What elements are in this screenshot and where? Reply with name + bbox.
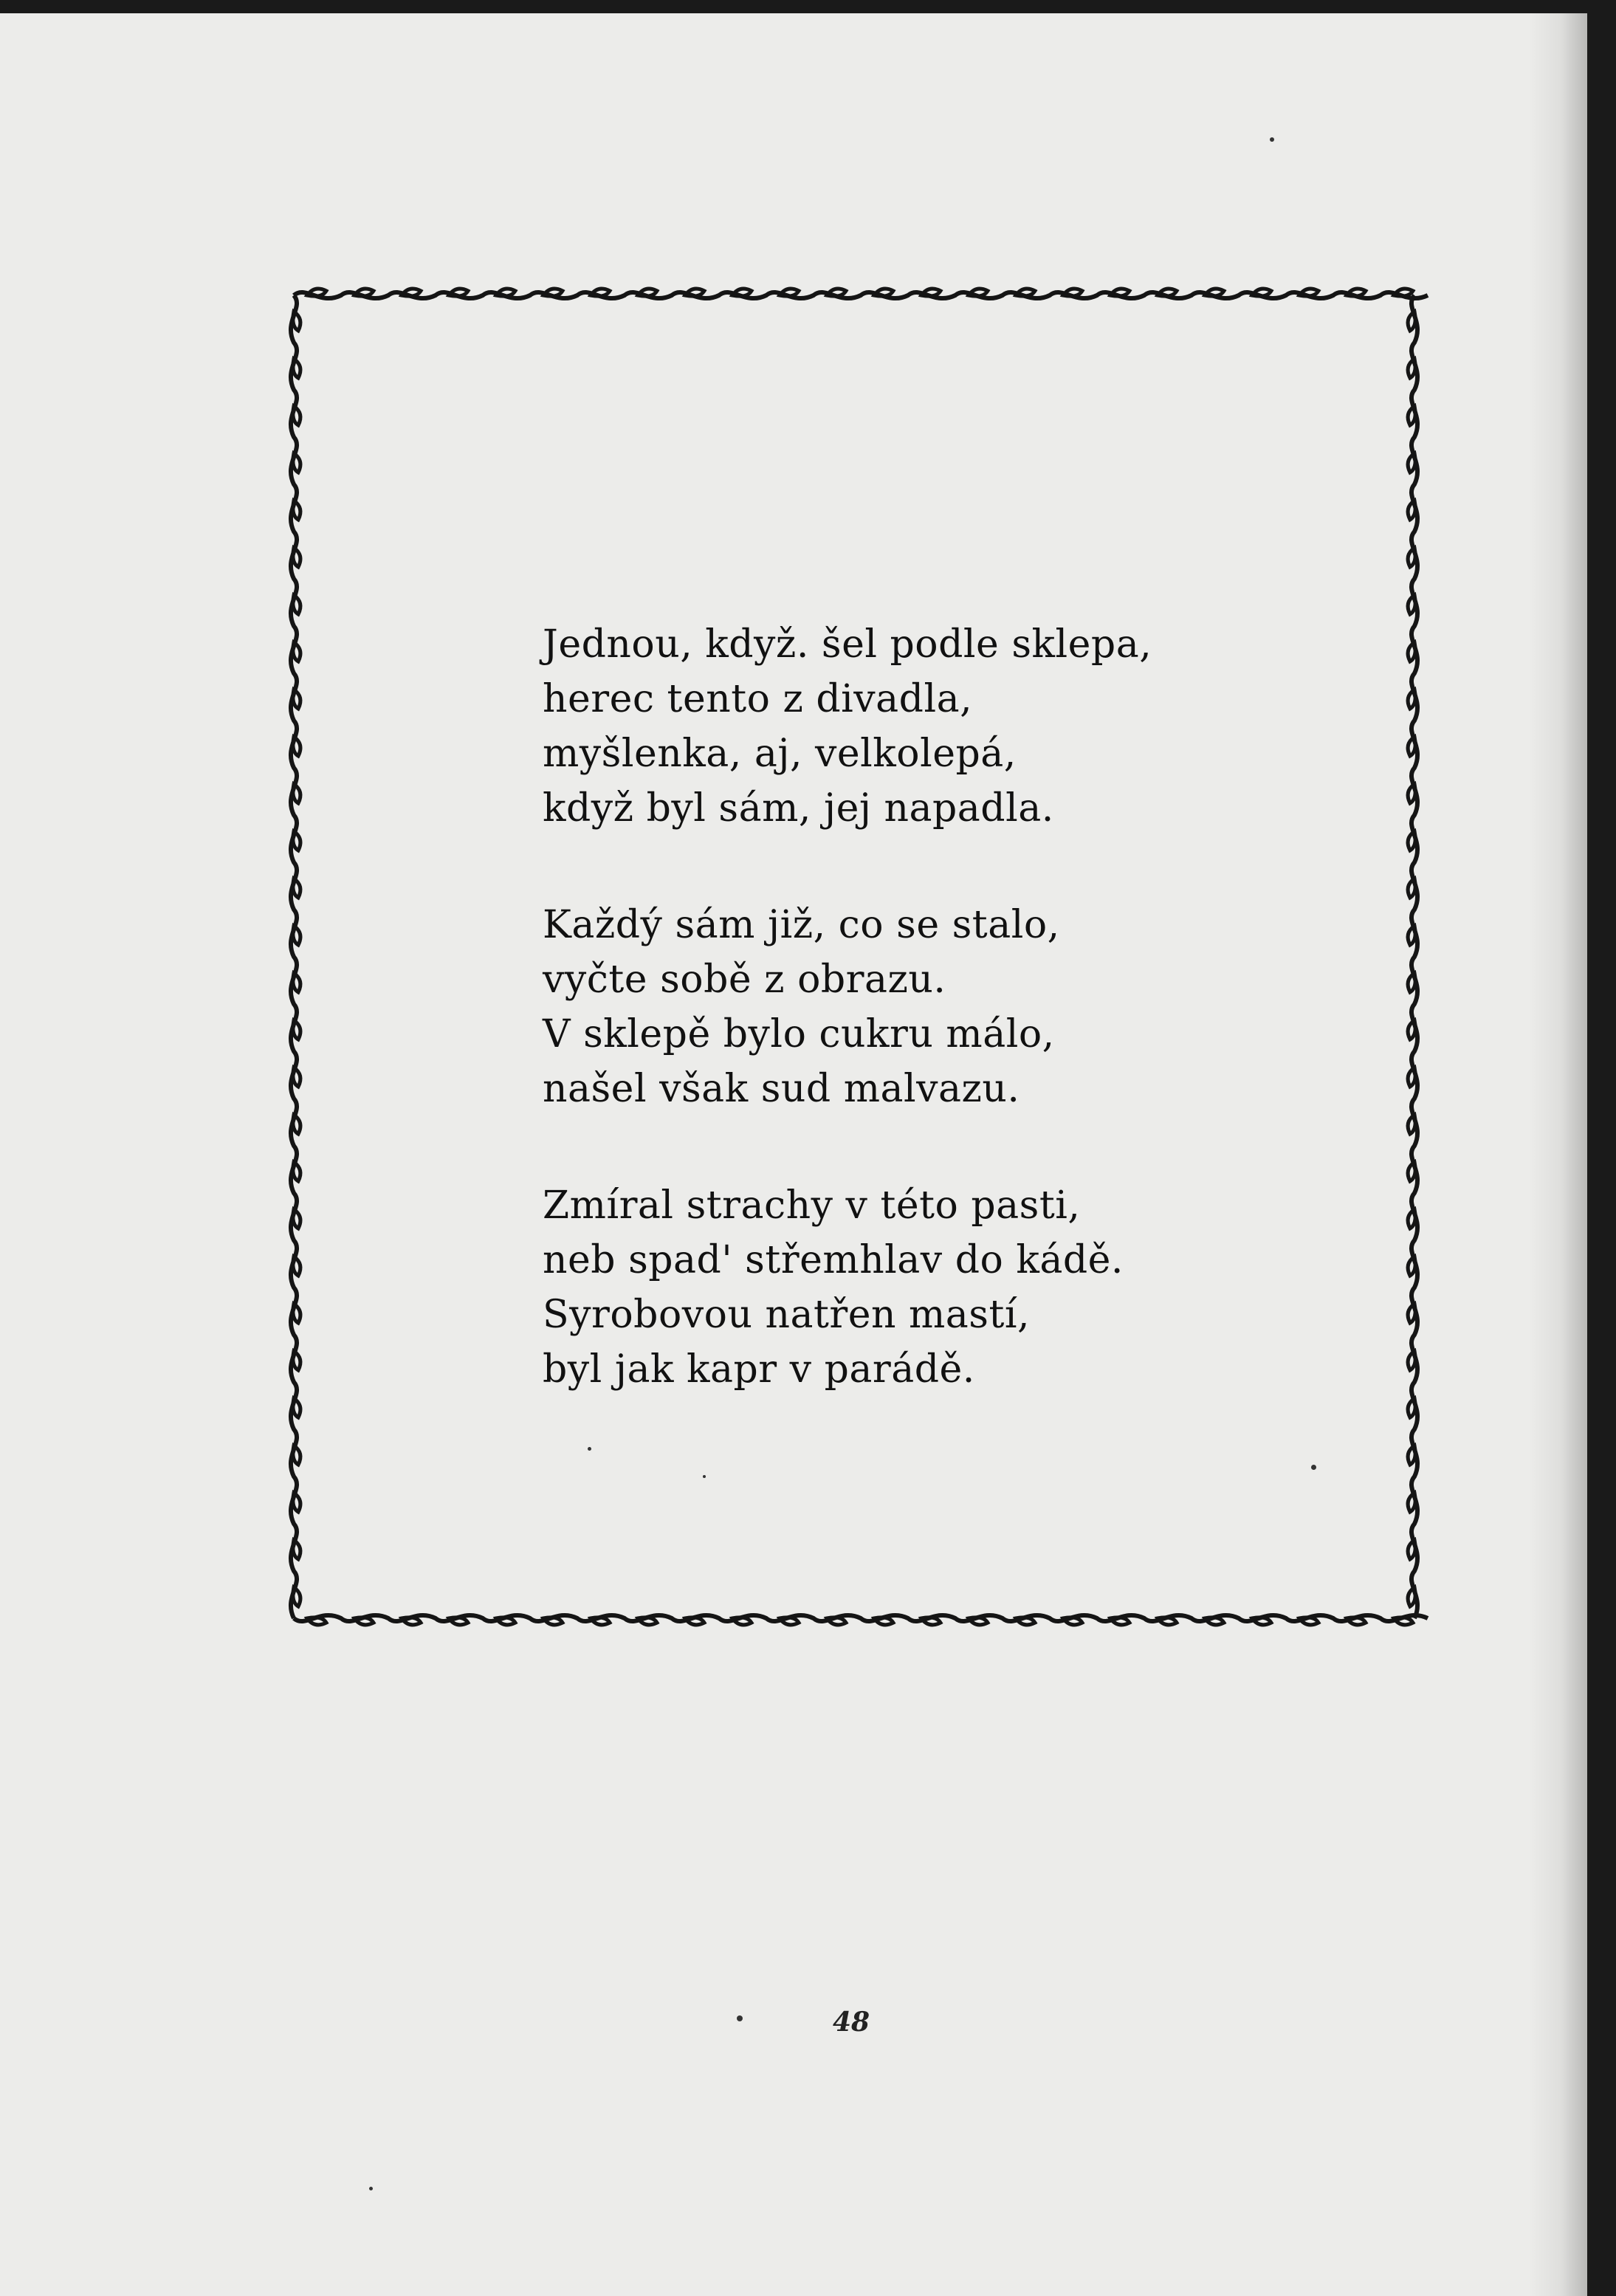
vine-leaf: [307, 289, 326, 296]
vine-leaf: [543, 1618, 563, 1625]
stanza-2: [543, 898, 1281, 1116]
vine-leaf: [354, 289, 374, 296]
vine-leaf: [1347, 1618, 1366, 1625]
vine-leaf: [293, 1493, 300, 1512]
vine-leaf: [1299, 289, 1318, 296]
vine-leaf: [1408, 595, 1415, 614]
vine-leaf: [293, 831, 300, 850]
spine-shadow: [1528, 13, 1587, 2296]
vine-leaf: [1408, 501, 1415, 520]
vine-leaf: [1408, 1587, 1415, 1606]
vine-leaf: [1347, 289, 1366, 296]
vine-leaf: [638, 289, 657, 296]
stanza-3: [543, 1178, 1281, 1397]
vine-leaf: [293, 1446, 300, 1465]
poem-line: Syrobovou natřen mastí,: [543, 1293, 1031, 1337]
vine-leaf: [293, 1068, 300, 1087]
vine-leaf: [1063, 289, 1082, 296]
vine-stem: [1412, 295, 1417, 1618]
vine-leaf: [1408, 1540, 1415, 1559]
vine-leaf: [1394, 1618, 1413, 1625]
vine-leaf: [1205, 289, 1224, 296]
vine-leaf: [685, 1618, 704, 1625]
vine-leaf: [1252, 289, 1271, 296]
vine-leaf: [293, 1304, 300, 1323]
poem-line: neb spad' střemhlav do kádě.: [543, 1238, 1124, 1282]
vine-leaf: [1408, 1493, 1415, 1512]
vine-leaf: [1408, 879, 1415, 898]
vine-leaf: [1158, 1618, 1177, 1625]
vine-leaf: [827, 289, 846, 296]
vine-leaf: [874, 289, 893, 296]
vine-leaf: [1299, 1618, 1318, 1625]
vine-leaf: [685, 289, 704, 296]
vine-leaf: [293, 642, 300, 661]
vine-leaf: [402, 1618, 421, 1625]
poem-line: našel však sud malvazu.: [543, 1067, 1020, 1111]
paper-speck: [1311, 1465, 1316, 1470]
vine-leaf: [293, 406, 300, 425]
paper-speck: [1270, 137, 1274, 142]
vine-leaf: [591, 289, 610, 296]
poem-line: když byl sám, jej napadla.: [543, 786, 1054, 831]
vine-leaf: [293, 690, 300, 709]
vine-leaf: [1205, 1618, 1224, 1625]
vine-leaf: [969, 289, 988, 296]
poem-line: Každý sám již, co se stalo,: [543, 903, 1060, 947]
paper-speck: [588, 1447, 591, 1451]
vine-leaf: [354, 1618, 374, 1625]
vine-leaf: [1408, 312, 1415, 331]
vine-leaf: [1016, 289, 1035, 296]
vine-leaf: [1252, 1618, 1271, 1625]
vine-leaf: [293, 784, 300, 803]
vine-leaf: [293, 595, 300, 614]
vine-leaf: [293, 1540, 300, 1559]
vine-leaf: [293, 973, 300, 992]
vine-leaf: [293, 1257, 300, 1276]
vine-leaf: [827, 1618, 846, 1625]
vine-leaf: [543, 289, 563, 296]
vine-leaf: [921, 1618, 941, 1625]
vine-leaf: [293, 926, 300, 945]
vine-leaf: [1408, 1162, 1415, 1181]
vine-leaf: [591, 1618, 610, 1625]
vine-leaf: [732, 1618, 752, 1625]
vine-leaf: [874, 1618, 893, 1625]
vine-leaf: [1408, 1209, 1415, 1228]
vine-leaf: [1408, 1398, 1415, 1417]
poem: [543, 617, 1281, 1397]
vine-leaf: [1110, 289, 1130, 296]
vine-leaf: [1063, 1618, 1082, 1625]
vine-leaf: [1408, 784, 1415, 803]
vine-leaf: [402, 289, 421, 296]
vine-leaf: [1408, 973, 1415, 992]
vine-leaf: [1408, 1304, 1415, 1323]
vine-leaf: [293, 548, 300, 567]
vine-leaf: [449, 289, 468, 296]
vine-leaf: [1408, 359, 1415, 378]
vine-leaf: [293, 1351, 300, 1370]
vine-leaf: [1408, 1351, 1415, 1370]
vine-leaf: [293, 312, 300, 331]
vine-leaf: [1408, 406, 1415, 425]
vine-leaf: [921, 289, 941, 296]
vine-leaf: [293, 1115, 300, 1134]
vine-leaf: [1408, 831, 1415, 850]
vine-leaf: [1408, 926, 1415, 945]
poem-line: Jednou, když. šel podle sklepa,: [543, 622, 1152, 667]
vine-leaf: [307, 1618, 326, 1625]
vine-leaf: [1110, 1618, 1130, 1625]
stanza-1: [543, 617, 1281, 836]
vine-leaf: [1408, 1257, 1415, 1276]
vine-leaf: [1408, 548, 1415, 567]
poem-line: vyčte sobě z obrazu.: [543, 958, 946, 1002]
vine-leaf: [293, 879, 300, 898]
poem-line: myšlenka, aj, velkolepá,: [543, 732, 1017, 776]
vine-leaf: [293, 1209, 300, 1228]
vine-leaf: [293, 737, 300, 756]
vine-leaf: [638, 1618, 657, 1625]
poem-line: Zmíral strachy v této pasti,: [543, 1183, 1081, 1228]
vine-leaf: [1408, 1020, 1415, 1039]
vine-leaf: [449, 1618, 468, 1625]
vine-leaf: [1408, 1446, 1415, 1465]
vine-leaf: [496, 1618, 515, 1625]
paper-speck: [737, 2015, 743, 2021]
vine-stem: [291, 295, 297, 1618]
vine-leaf: [293, 501, 300, 520]
vine-leaf: [293, 1020, 300, 1039]
vine-leaf: [496, 289, 515, 296]
vine-leaf: [1408, 1068, 1415, 1087]
vine-leaf: [293, 1398, 300, 1417]
vine-leaf: [293, 1587, 300, 1606]
vine-leaf: [1408, 642, 1415, 661]
vine-leaf: [780, 1618, 799, 1625]
vine-leaf: [293, 359, 300, 378]
vine-leaf: [293, 453, 300, 472]
poem-line: herec tento z divadla,: [543, 677, 973, 721]
vine-leaf: [1394, 289, 1413, 296]
paper-speck: [369, 2187, 373, 2190]
poem-line: V sklepě bylo cukru málo,: [543, 1012, 1055, 1056]
vine-leaf: [293, 1162, 300, 1181]
vine-leaf: [969, 1618, 988, 1625]
vine-leaf: [1408, 453, 1415, 472]
vine-leaf: [1016, 1618, 1035, 1625]
poem-line: byl jak kapr v parádě.: [543, 1347, 975, 1392]
vine-leaf: [780, 289, 799, 296]
vine-leaf: [1408, 737, 1415, 756]
page-number: 48: [833, 2007, 870, 2038]
vine-leaf: [1158, 289, 1177, 296]
paper-speck: [703, 1475, 706, 1478]
vine-leaf: [1408, 1115, 1415, 1134]
vine-leaf: [732, 289, 752, 296]
vine-leaf: [1408, 690, 1415, 709]
book-page: [0, 13, 1587, 2296]
